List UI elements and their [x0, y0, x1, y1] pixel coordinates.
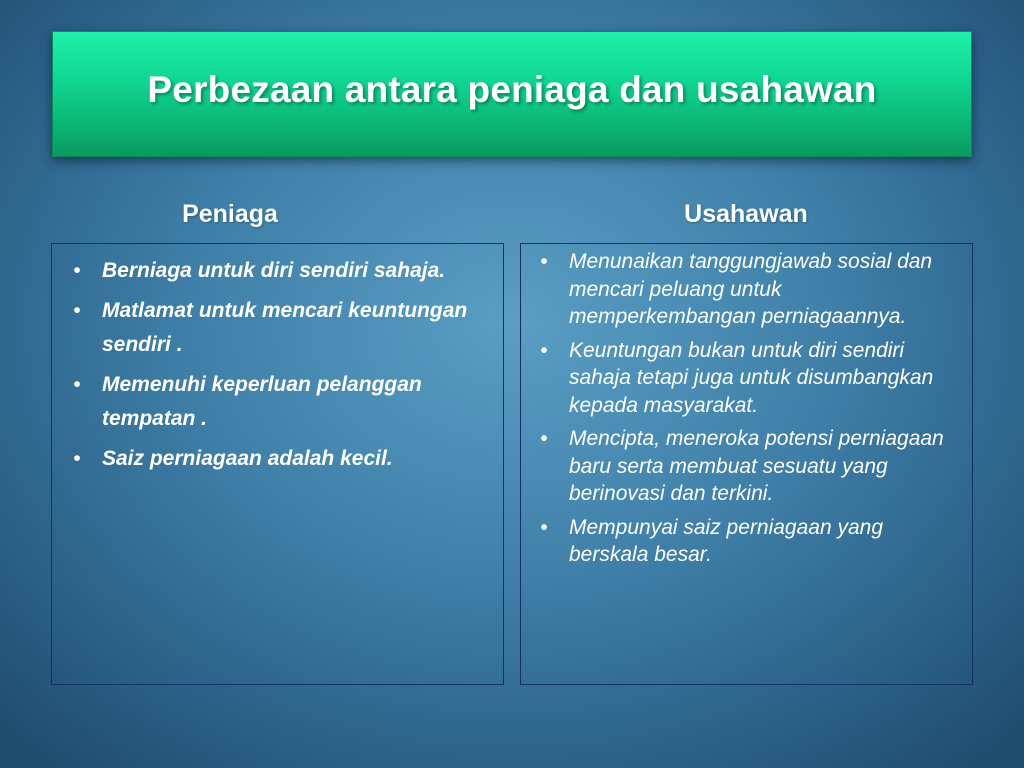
list-item-text: Menunaikan tanggungjawab sosial dan mencari peluang untuk memperkembangan perniagaannya.: [569, 250, 933, 328]
list-item: [62, 368, 493, 436]
usahawan-list: [521, 244, 972, 569]
bullet-icon: •: [540, 515, 548, 539]
bullet-icon: •: [540, 250, 548, 273]
bullet-icon: •: [73, 259, 81, 282]
list-item-text: Berniaga untuk diri sendiri sahaja.: [102, 259, 446, 282]
slide-title: Perbezaan antara peniaga dan usahawan: [147, 69, 877, 110]
bullet-icon: •: [540, 338, 548, 362]
list-item-text: Matlamat untuk mencari keuntungan sendiri .: [102, 299, 468, 356]
bullet-icon: •: [540, 427, 548, 450]
usahawan-box: [520, 243, 973, 685]
peniaga-list: [52, 244, 503, 476]
list-item: [529, 248, 964, 331]
list-item-text: Memenuhi keperluan pelanggan tempatan .: [102, 373, 422, 430]
list-item-text: Saiz perniagaan adalah kecil.: [102, 447, 393, 470]
bullet-icon: •: [73, 373, 81, 396]
title-banner: [52, 31, 972, 157]
list-item-text: Mempunyai saiz perniagaan yang berskala besar.: [569, 515, 884, 566]
list-item: [529, 514, 964, 569]
list-item-text: Mencipta, meneroka potensi perniagaan baru serta membuat sesuatu yang berinovasi dan terkini.: [569, 427, 944, 505]
peniaga-box: [51, 243, 504, 685]
usahawan-heading: Usahawan: [684, 200, 808, 228]
list-item-text: Keuntungan bukan untuk diri sendiri sahaja tetapi juga untuk disumbangkan kepada masyarakat.: [569, 338, 934, 417]
list-item: [62, 294, 493, 362]
peniaga-heading: Peniaga: [182, 200, 278, 228]
list-item: [62, 442, 493, 476]
bullet-icon: •: [73, 299, 81, 322]
list-item: [62, 254, 493, 288]
list-item: [529, 425, 964, 508]
list-item: [529, 337, 964, 420]
bullet-icon: •: [73, 447, 81, 470]
